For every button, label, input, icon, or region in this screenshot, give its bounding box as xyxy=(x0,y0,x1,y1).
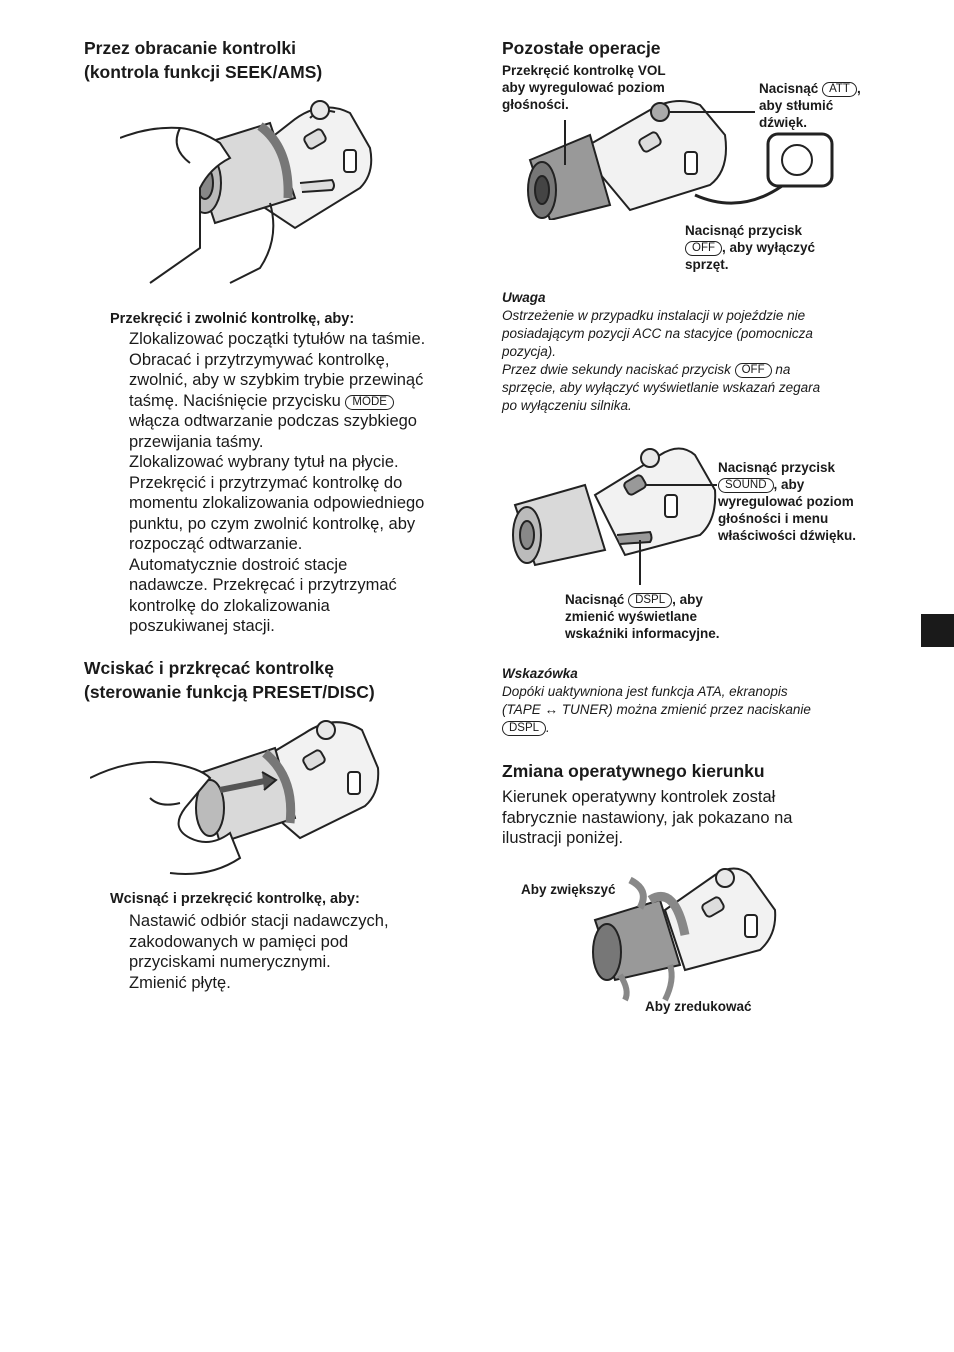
double-arrow-icon: ↔ xyxy=(544,702,559,717)
text-line: Obracać i przytrzymywać kontrolkę, xyxy=(129,350,390,369)
mode-key: MODE xyxy=(345,395,394,410)
heading-preset-disc xyxy=(84,656,375,704)
sound-dspl-illustration xyxy=(505,440,720,590)
heading-line: Zmiana operatywnego kierunku xyxy=(502,761,765,781)
text-segment: , aby wyłączyć xyxy=(722,240,816,255)
note-title: Uwaga xyxy=(502,290,546,305)
text-segment: TUNER) można zmienić przez naciskanie xyxy=(561,702,811,717)
text-line: zwolnić, aby w szybkim trybie przewinąć xyxy=(129,371,424,389)
heading-line: Pozostałe operacje xyxy=(502,38,661,58)
other-ops-illustration xyxy=(520,90,840,220)
dspl-key: DSPL xyxy=(628,593,672,608)
text-segment: , xyxy=(856,81,861,96)
text-line: kontrolkę do zlokalizowania xyxy=(129,596,330,615)
text-segment: , aby xyxy=(773,477,805,492)
text-line: punktu, po czym zwolnić kontrolkę, aby xyxy=(129,514,416,533)
att-key: ATT xyxy=(822,82,857,97)
dspl-key: DSPL xyxy=(502,721,546,736)
off-key: OFF xyxy=(735,363,772,378)
text-line: Nacisnąć przycisk xyxy=(718,460,836,475)
off-key: OFF xyxy=(685,241,722,256)
rotate-knob-illustration xyxy=(120,88,380,288)
text-line: włącza odtwarzanie podczas szybkiego xyxy=(129,412,417,430)
text-line: Dopóki uaktywniona jest funkcja ATA, ekranopis xyxy=(502,684,788,699)
text-line: dźwięk. xyxy=(759,115,808,130)
text-line xyxy=(718,476,908,493)
subhead-turn-release: Przekręcić i zwolnić kontrolkę, aby: xyxy=(110,311,355,327)
heading-seek-ams xyxy=(84,36,322,84)
text-segment: na xyxy=(775,362,791,377)
text-line: Przekręcić kontrolkę VOL xyxy=(502,63,666,78)
text-line: głośności. xyxy=(502,97,569,112)
text-line: Zlokalizować początki tytułów na taśmie. xyxy=(129,330,426,348)
text-segment: taśmę. Naciśnięcie przycisku xyxy=(129,391,341,410)
text-line: zakodowanych w pamięci pod xyxy=(129,932,349,951)
text-line: Kierunek operatywny kontrolek został xyxy=(502,788,776,806)
hint-title: Wskazówka xyxy=(502,666,578,681)
text-line: Ostrzeżenie w przypadku instalacji w pojeździe nie xyxy=(502,308,806,323)
text-line: posiadającym pozycji ACC na stacyjce (pomocnicza xyxy=(502,326,813,341)
decrease-label: Aby zredukować xyxy=(645,999,752,1014)
note-block xyxy=(502,289,902,415)
increase-label: Aby zwiększyć xyxy=(521,882,616,897)
direction-description xyxy=(502,787,882,849)
text-segment: Nacisnąć xyxy=(565,592,625,607)
text-segment: Nacisnąć xyxy=(759,81,819,96)
sound-callout xyxy=(718,459,908,544)
off-callout xyxy=(685,222,885,273)
text-line: aby stłumić xyxy=(759,98,834,113)
text-line: ilustracji poniżej. xyxy=(502,829,624,847)
text-line: przyciskami numerycznymi. xyxy=(129,953,331,971)
text-line: pozycja). xyxy=(502,344,557,359)
heading-line: (sterowanie funkcją PRESET/DISC) xyxy=(84,682,375,702)
text-line: wyregulować poziom xyxy=(718,494,854,509)
text-line: wskaźniki informacyjne. xyxy=(565,626,720,641)
heading-line: (kontrola funkcji SEEK/AMS) xyxy=(84,62,323,82)
text-line: Automatycznie dostroić stacje xyxy=(129,555,348,574)
text-line xyxy=(502,701,902,719)
direction-illustration xyxy=(585,860,785,1010)
text-line xyxy=(502,361,902,379)
text-line: po wyłączeniu silnika. xyxy=(502,398,632,413)
push-turn-illustration xyxy=(90,708,390,878)
text-segment: . xyxy=(546,720,550,735)
text-line: głośności i menu xyxy=(718,511,829,526)
text-line xyxy=(565,591,765,608)
text-line: momentu zlokalizowania odpowiedniego xyxy=(129,494,425,512)
sound-key: SOUND xyxy=(718,478,774,493)
text-line: sprzęcie, aby wyłączyć wyświetlanie wskazań zegara xyxy=(502,380,821,395)
text-line: przewijania taśmy. xyxy=(129,432,264,451)
text-line: Zmienić płytę. xyxy=(129,973,231,992)
text-segment: (TAPE xyxy=(502,702,541,717)
heading-line: Przez obracanie kontrolki xyxy=(84,38,297,58)
text-line: rozpocząć odtwarzanie. xyxy=(129,535,303,553)
heading-line: Wciskać i przkręcać kontrolkę xyxy=(84,658,334,678)
text-line xyxy=(129,391,469,412)
dspl-callout xyxy=(565,591,765,642)
seek-ams-description xyxy=(129,329,469,637)
hint-block xyxy=(502,665,902,737)
text-segment: , aby xyxy=(672,592,703,607)
text-line: nadawcze. Przekręcać i przytrzymać xyxy=(129,576,397,594)
text-line: Zlokalizować wybrany tytuł na płycie. xyxy=(129,453,399,471)
text-segment: Przez dwie sekundy naciskać przycisk xyxy=(502,362,731,377)
language-tab-marker xyxy=(921,614,954,647)
text-line: aby wyregulować poziom xyxy=(502,80,665,95)
text-line xyxy=(502,719,902,737)
text-line: sprzęt. xyxy=(685,257,729,272)
heading-direction xyxy=(502,759,765,783)
text-line: właściwości dźwięku. xyxy=(718,528,857,543)
text-line: poszukiwanej stacji. xyxy=(129,617,275,635)
preset-disc-description xyxy=(129,911,459,993)
text-line: Nastawić odbiór stacji nadawczych, xyxy=(129,912,389,930)
text-line: zmienić wyświetlane xyxy=(565,609,698,624)
heading-other-ops xyxy=(502,36,661,60)
text-line: Przekręcić i przytrzymać kontrolkę do xyxy=(129,473,403,492)
text-line: fabrycznie nastawiony, jak pokazano na xyxy=(502,808,793,827)
subhead-push-turn: Wcisnąć i przekręcić kontrolkę, aby: xyxy=(110,891,360,907)
text-line xyxy=(685,239,885,256)
text-line: Nacisnąć przycisk xyxy=(685,223,803,238)
